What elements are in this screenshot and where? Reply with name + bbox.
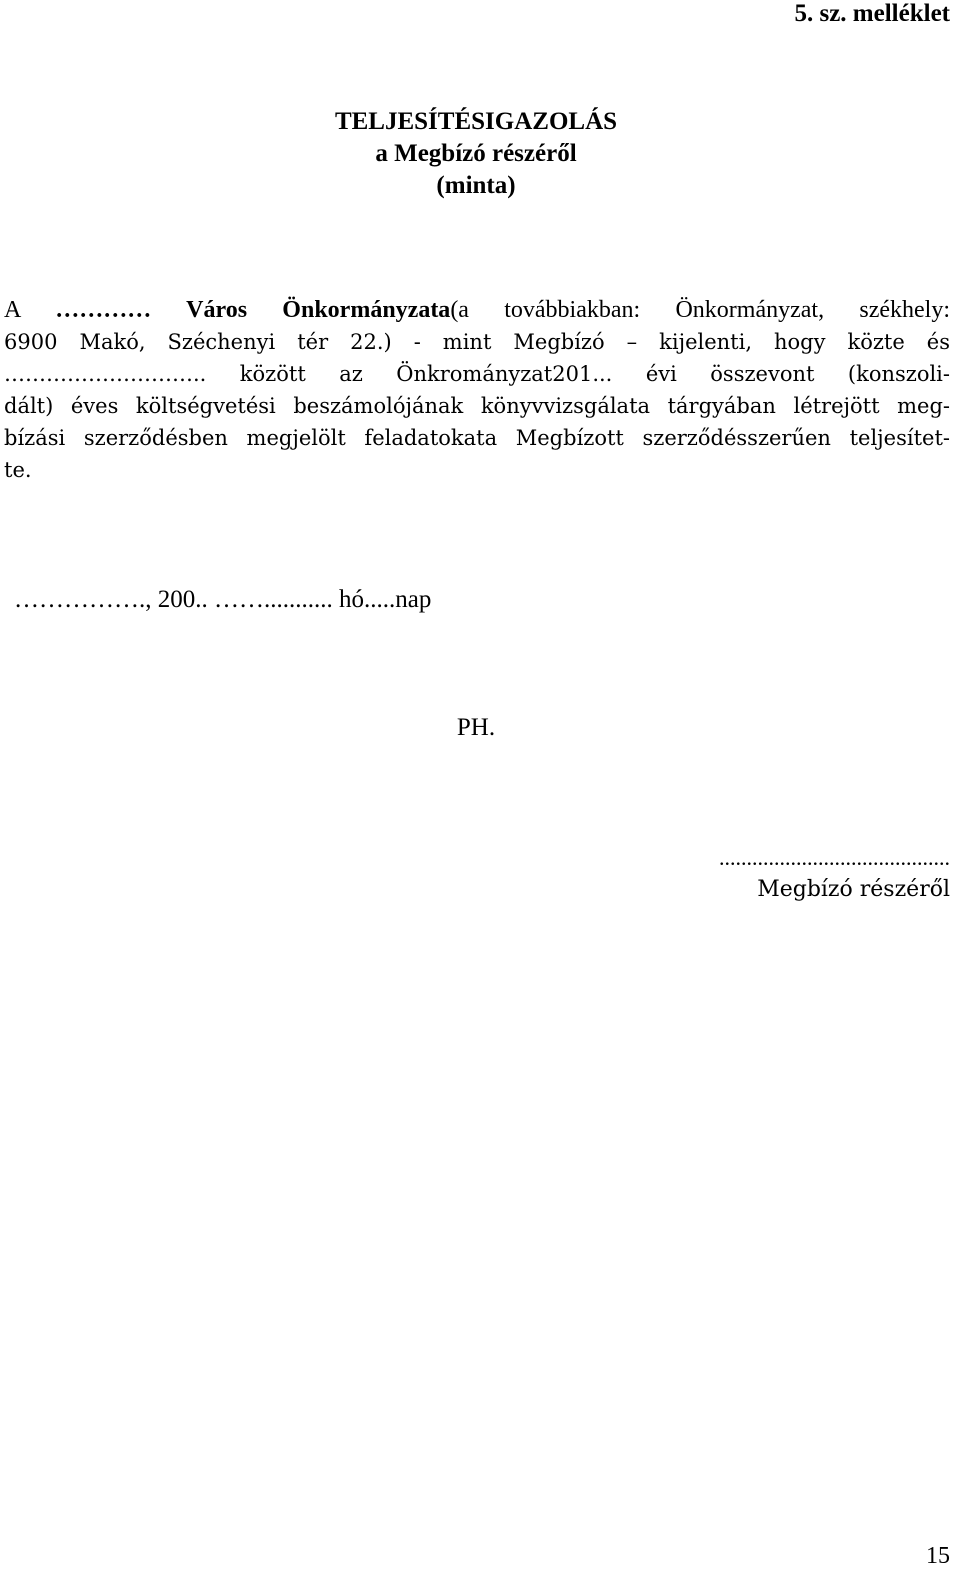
- paragraph-line-4: dált) éves költségvetési beszámolójának könyvvizsgálata tárgyában létrejött meg-: [4, 394, 950, 418]
- paragraph-line-5: bízási szerződésben megjelölt feladatokata Megbízott szerződésszerűen teljesítet-: [4, 426, 950, 450]
- municipality-name: Város Önkormányzata: [186, 297, 451, 323]
- title-main: TELJESÍTÉSIGAZOLÁS: [334, 108, 618, 135]
- paragraph-line-1: [4, 294, 950, 326]
- page-number: 15: [926, 1543, 950, 1569]
- date-placeholder-line: ……………., 200.. ……........... hó.....nap: [14, 586, 432, 613]
- declaration-paragraph: [4, 294, 950, 486]
- annex-label: 5. sz. melléklet: [794, 0, 950, 27]
- title-sample-note: (minta): [436, 172, 516, 199]
- signature-line: ..........................................: [719, 845, 950, 870]
- paragraph-line-6: te.: [4, 458, 32, 482]
- signature-block: [719, 842, 950, 906]
- line1-prefix: A: [4, 297, 56, 323]
- line1-placeholder-dots: …………: [55, 297, 187, 323]
- line1-rest: (a továbbiakban: Önkormányzat, székhely:: [450, 297, 950, 323]
- paragraph-line-2: 6900 Makó, Széchenyi tér 22.) - mint Megbízó – kijelenti, hogy közte és: [4, 330, 950, 354]
- title-subtitle: a Megbízó részéről: [375, 140, 577, 167]
- paragraph-line-3: ……………………….. között az Önkrományzat201... évi összevont (konszoli-: [4, 362, 950, 386]
- signature-label: Megbízó részéről: [757, 877, 950, 902]
- stamp-placeholder: PH.: [456, 714, 496, 741]
- document-title: [0, 106, 952, 202]
